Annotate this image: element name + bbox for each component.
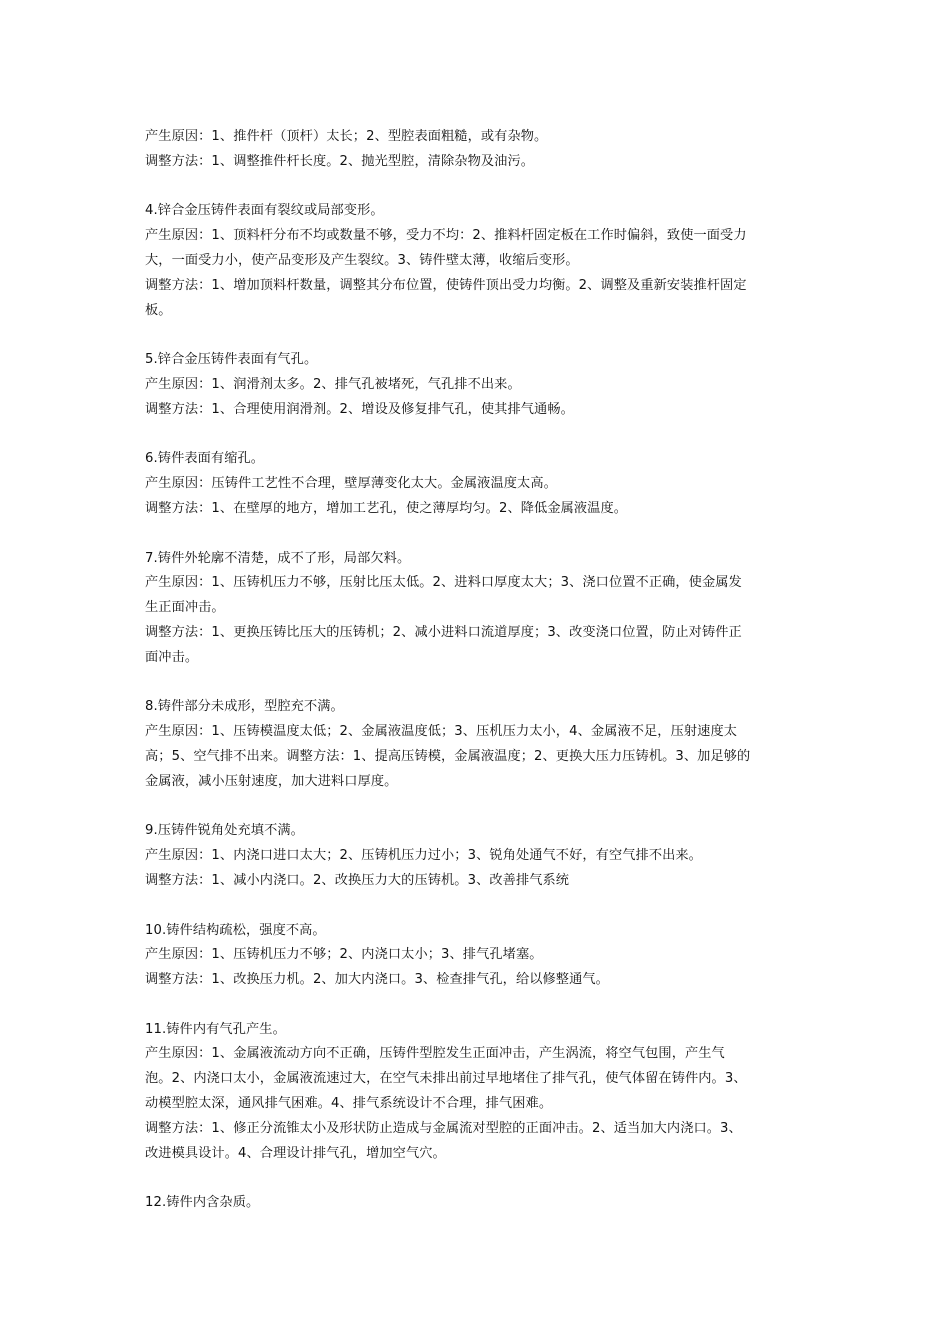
paragraph-gap	[145, 522, 795, 547]
section-heading: 5.锌合金压铸件表面有气孔。	[145, 352, 318, 368]
text-line: 调整方法：1、在壁厚的地方，增加工艺孔，使之薄厚均匀。2、降低金属液温度。	[145, 500, 628, 516]
paragraph-gap	[145, 993, 795, 1018]
block-7	[145, 919, 795, 993]
paragraph-gap	[145, 1166, 795, 1191]
section-heading: 12.铸件内含杂质。	[145, 1195, 260, 1211]
text-line: 面冲击。	[145, 649, 199, 665]
text-line: 板。	[145, 302, 172, 318]
block-2	[145, 348, 795, 422]
section-heading: 8.铸件部分未成形，型腔充不满。	[145, 699, 344, 715]
text-line: 产生原因：压铸件工艺性不合理，壁厚薄变化太大。金属液温度太高。	[145, 476, 557, 492]
block-4	[145, 547, 795, 671]
paragraph-gap	[145, 894, 795, 919]
paragraph-gap	[145, 175, 795, 200]
text-line: 调整方法：1、减小内浇口。2、改换压力大的压铸机。3、改善排气系统	[145, 872, 570, 888]
text-line: 调整方法：1、增加顶料杆数量，调整其分布位置，使铸件顶出受力均衡。2、调整及重新安装推杆固定	[145, 277, 747, 293]
block-8	[145, 1018, 795, 1167]
text-line: 生正面冲击。	[145, 600, 225, 616]
paragraph-gap	[145, 423, 795, 448]
text-line: 产生原因：1、压铸机压力不够；2、内浇口太小；3、排气孔堵塞。	[145, 947, 543, 963]
paragraph-gap	[145, 671, 795, 696]
text-line: 产生原因：1、压铸机压力不够，压射比压太低。2、进料口厚度太大；3、浇口位置不正确，使金属发	[145, 575, 742, 591]
section-heading: 10.铸件结构疏松，强度不高。	[145, 922, 326, 938]
text-line: 改进模具设计。4、合理设计排气孔，增加空气穴。	[145, 1145, 446, 1161]
text-line: 大，一面受力小，使产品变形及产生裂纹。3、铸件壁太薄，收缩后变形。	[145, 252, 579, 268]
text-line: 金属液，减小压射速度，加大进料口厚度。	[145, 773, 398, 789]
section-heading: 11.铸件内有气孔产生。	[145, 1021, 286, 1037]
block-5	[145, 695, 795, 794]
block-3	[145, 447, 795, 521]
section-heading: 6.铸件表面有缩孔。	[145, 451, 265, 467]
text-line: 调整方法：1、修正分流锥太小及形状防止造成与金属流对型腔的正面冲击。2、适当加大内浇口。3、	[145, 1120, 742, 1136]
section-heading: 7.铸件外轮廓不清楚，成不了形，局部欠料。	[145, 550, 411, 566]
block-9	[145, 1191, 795, 1216]
text-line: 泡。2、内浇口太小，金属液流速过大，在空气未排出前过早地堵住了排气孔，使气体留在铸件内。3、	[145, 1071, 747, 1087]
document-body	[145, 125, 795, 1216]
paragraph-gap	[145, 323, 795, 348]
text-line: 动模型腔太深，通风排气困难。4、排气系统设计不合理，排气困难。	[145, 1096, 553, 1112]
text-line: 调整方法：1、改换压力机。2、加大内浇口。3、检查排气孔，给以修整通气。	[145, 972, 609, 988]
text-line: 调整方法：1、调整推件杆长度。2、抛光型腔，清除杂物及油污。	[145, 153, 535, 169]
paragraph-gap	[145, 795, 795, 820]
section-heading: 4.锌合金压铸件表面有裂纹或局部变形。	[145, 203, 384, 219]
section-heading: 9.压铸件锐角处充填不满。	[145, 823, 304, 839]
block-0	[145, 125, 795, 175]
text-line: 调整方法：1、更换压铸比压大的压铸机；2、减小进料口流道厚度；3、改变浇口位置，防止对铸件正	[145, 624, 742, 640]
text-line: 产生原因：1、顶料杆分布不均或数量不够，受力不均：2、推料杆固定板在工作时偏斜，致使一面受力	[145, 228, 747, 244]
block-1	[145, 199, 795, 323]
text-line: 调整方法：1、合理使用润滑剂。2、增设及修复排气孔，使其排气通畅。	[145, 401, 574, 417]
text-line: 产生原因：1、润滑剂太多。2、排气孔被堵死，气孔排不出来。	[145, 376, 521, 392]
text-line: 产生原因：1、推件杆（顶杆）太长；2、型腔表面粗糙，或有杂物。	[145, 129, 548, 144]
text-line: 产生原因：1、压铸模温度太低；2、金属液温度低；3、压机压力太小，4、金属液不足，压射速度太	[145, 724, 738, 740]
text-line: 产生原因：1、内浇口进口太大；2、压铸机压力过小；3、锐角处通气不好，有空气排不出来。	[145, 848, 702, 864]
text-line: 产生原因：1、金属液流动方向不正确，压铸件型腔发生正面冲击，产生涡流，将空气包围，产生气	[145, 1046, 725, 1062]
block-6	[145, 819, 795, 893]
text-line: 高；5、空气排不出来。调整方法：1、提高压铸模，金属液温度；2、更换大压力压铸机。3、加足够的	[145, 748, 751, 764]
